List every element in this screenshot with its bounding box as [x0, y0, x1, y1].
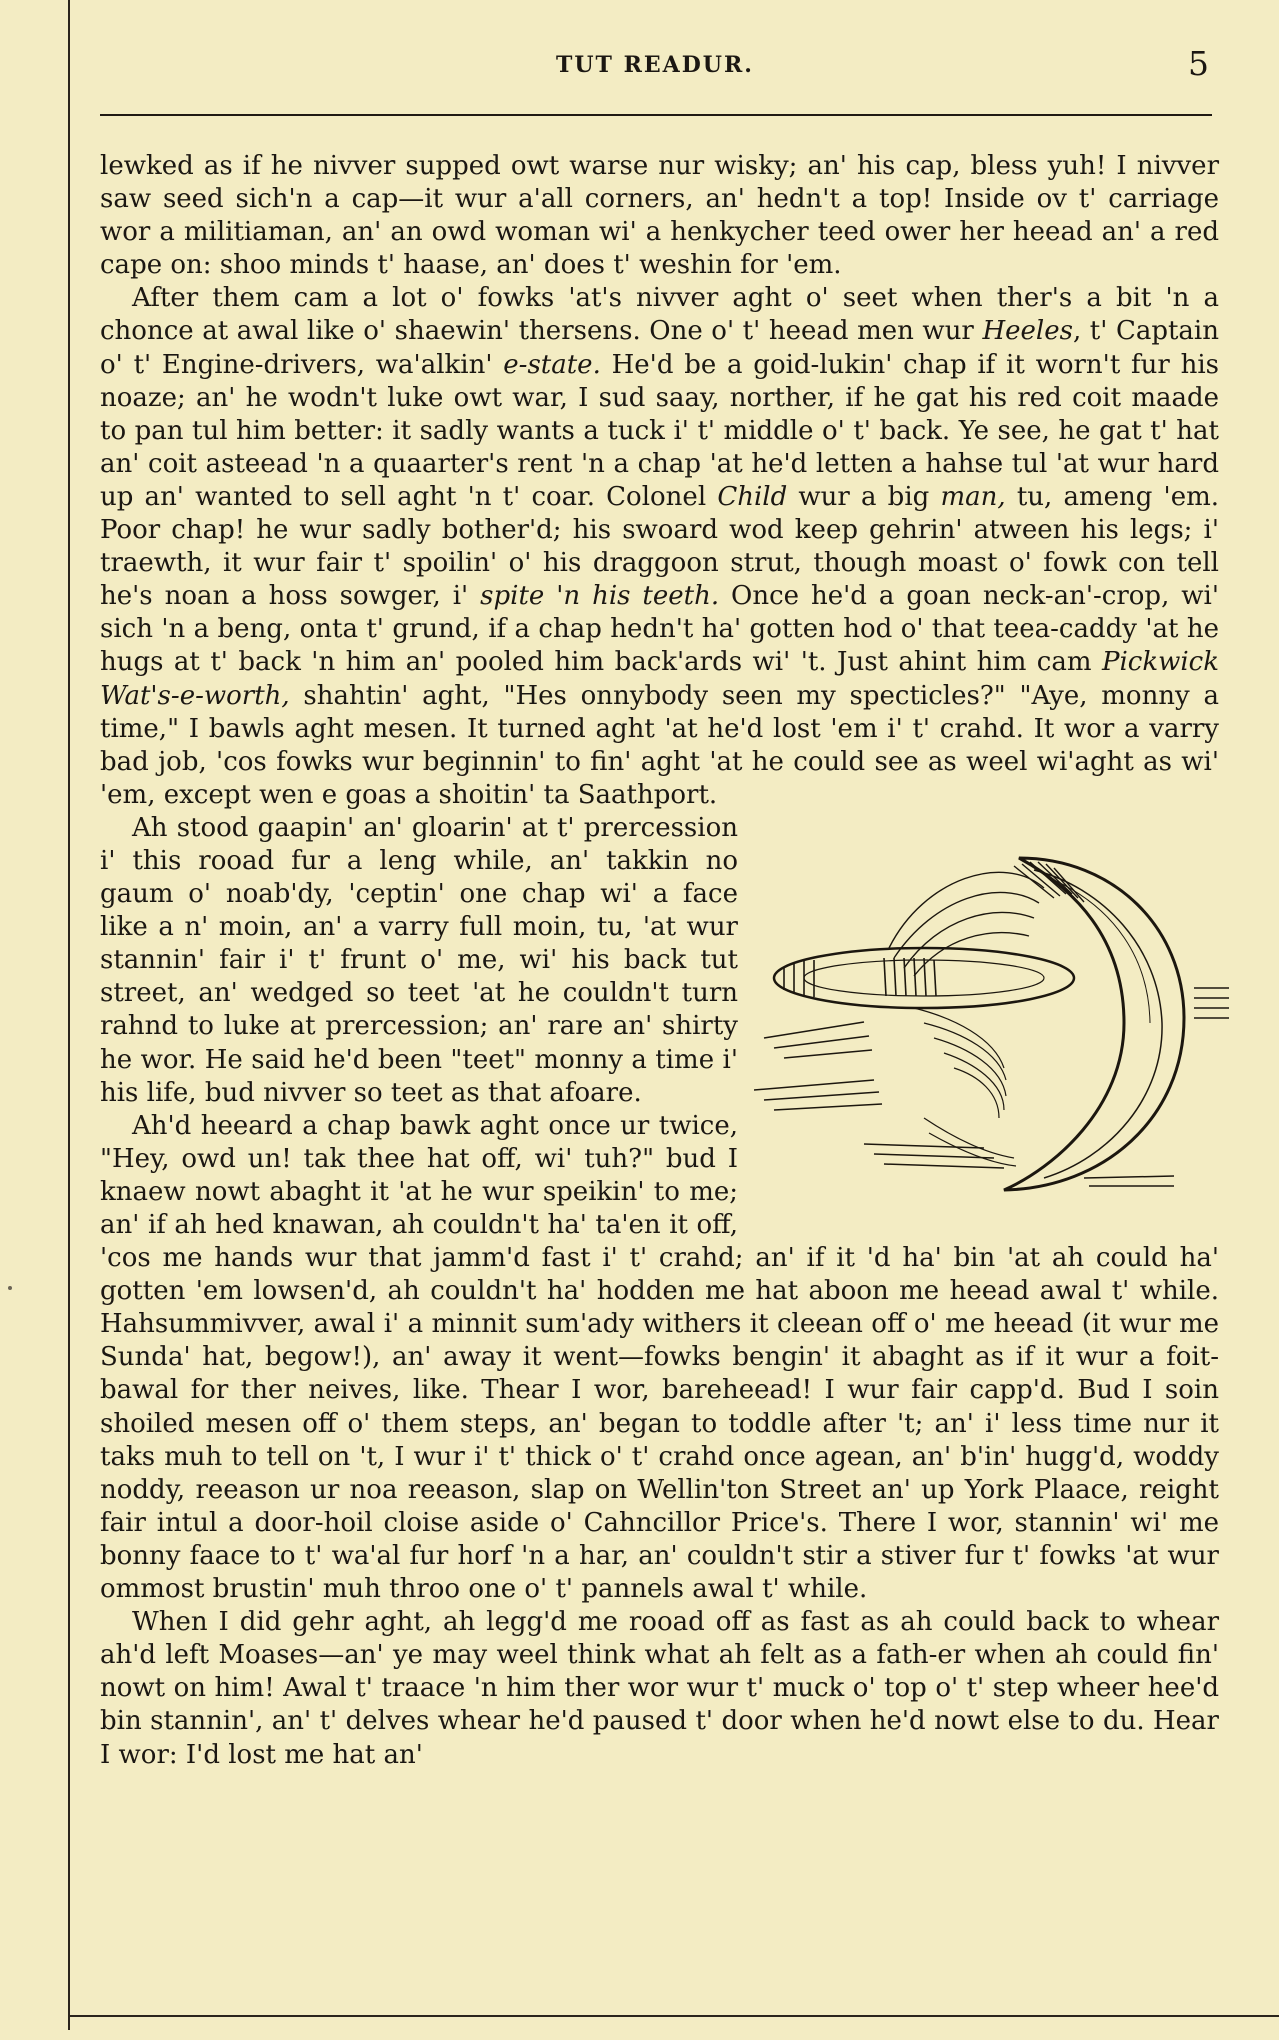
- italic-name-heeles: Heeles: [982, 316, 1073, 347]
- crescent-moon-icon: [1004, 858, 1184, 1190]
- paragraph-4: Ah'd heeard a chap bawk aght once ur twice, "Hey, owd un! tak thee hat off, wi' tuh?" bud I knaew nowt abaght it 'at he wur speikin' to me; an' if ah hed knawan, ah couldn't ha' ta'en it off, 'cos me hands wur that jamm'd fast i' t' crahd; an' if it 'd ha' bin 'at ah could ha' gotten 'em lowsen'd, ah couldn't ha' hodden me hat aboon me heead awal t' while. Hahsummivver, awal i' a minnit sum'ady withers it cleean off o' me heead (it wur me Sunda' hat, begow!), an' away it went—fowks bengin' it abaght as if it wur a foit-bawal for ther neives, like. Thear I wor, bareheead! I wur fair capp'd. Bud I soin shoiled mesen off o' them steps, an' began to toddle after 't; an' i' less time nur it taks muh to tell on 't, I wur i' t' thick o' t' crahd once agean, an' b'in' hugg'd, woddy noddy, reeason ur noa reeason, slap on Wellin'ton Street an' up York Plaace, reight fair intul a door-hoil cloise aside o' Cahncillor Price's. There I wor, stannin' wi' me bonny faace to t' wa'al fur horf 'n a har, an' couldn't stir a stiver fur t' fowks 'at wur ommost brustin' muh throo one o' t' pannels awal t' while.: [100, 1110, 1219, 1605]
- italic-spite: spite 'n his teeth.: [480, 581, 720, 612]
- page-number: 5: [1188, 44, 1209, 83]
- page-border-bottom: [68, 2015, 1279, 2017]
- paragraph-1: lewked as if he nivver supped owt warse nur wisky; an' his cap, bless yuh! I nivver saw seed sich'n a cap—it wur a'all corners, an' hedn't a top! Inside ov t' carriage wor a militiaman, an' an owd woman wi' a henkycher teed ower her heead an' a red cape on: shoo minds t' haase, an' does t' weshin for 'em.: [100, 151, 1219, 281]
- header-rule: [100, 114, 1212, 116]
- paragraph-5: When I did gehr aght, ah legg'd me rooad off as fast as ah could back to whear ah'd left Moases—an' ye may weel think what ah felt as a fath-er when ah could fin' nowt on him! Awal t' traace 'n him ther wor wur t' muck o' top o' t' step wheer hee'd bin stannin', an' t' delves whear he'd paused t' door when he'd nowt else to du. Hear I wor: I'd lost me hat an': [100, 1607, 1219, 1770]
- body-text: [100, 150, 1219, 1772]
- italic-estate: e-state.: [503, 349, 601, 380]
- margin-dot: [8, 1286, 12, 1290]
- moon-hat-illustration: [754, 818, 1229, 1208]
- italic-man: man,: [940, 481, 1006, 512]
- running-title: TUT READUR.: [556, 52, 754, 78]
- page-border-left: [68, 0, 70, 2030]
- paragraph-3: Ah stood gaapin' an' gloarin' at t' prercession i' this rooad fur a leng while, an' takkin no gaum o' noab'dy, 'ceptin' one chap wi' a face like a n' moin, an' a varry full moin, tu, 'at wur stannin' fair i' t' frunt o' me, wi' his back tut street, an' wedged so teet 'at he couldn't turn rahnd to luke at prercession; an' rare an' shirty he wor. He said he'd been "teet" monny a time i' his life, bud nivver so teet as that afoare.: [100, 812, 738, 1108]
- italic-name-child: Child: [717, 481, 788, 512]
- paragraph-2: After them cam a lot o' fowks 'at's nivver aght o' seet when ther's a bit 'n a chonce at awal like o' shaewin' thersens. One o' t' heead men wur Heeles, t' Captain o' t' Engine-drivers, wa'alkin' e-state. He'd be a goid-lukin' chap if it worn't fur his noaze; an' he wodn't luke owt war, I sud saay, norther, if he gat his red coit maade to pan tul him better: it sadly wants a tuck i' t' middle o' t' back. Ye see, he gat t' hat an' coit asteead 'n a quaarter's rent 'n a chap 'at he'd letten a hahse tul 'at wur hard up an' wanted to sell aght 'n t' coar. Colonel Child wur a big man, tu, ameng 'em. Poor chap! he wur sadly bother'd; his swoard wod keep gehrin' atween his legs; i' traewth, it wur fair t' spoilin' o' his draggoon strut, though moast o' fowk con tell he's noan a hoss sowger, i' spite 'n his teeth. Once he'd a goan neck-an'-crop, wi' sich 'n a beng, onta t' grund, if a chap hedn't ha' gotten hod o' that teea-caddy 'at he hugs at t' back 'n him an' pooled him back'ards wi' 't. Just ahint him cam Pickwick Wat's-e-worth, shahtin' aght, "Hes onnybody seen my specticles?" "Aye, monny a time," I bawls aght mesen. It turned aght 'at he'd lost 'em i' t' crahd. It wor a varry bad job, 'cos fowks wur beginnin' to fin' aght 'at he could see as weel wi'aght as wi' 'em, except wen e goas a shoitin' ta Saathport.: [100, 283, 1220, 810]
- italic-name-pickwick: Pickwick Wat's-e-worth,: [100, 647, 1219, 711]
